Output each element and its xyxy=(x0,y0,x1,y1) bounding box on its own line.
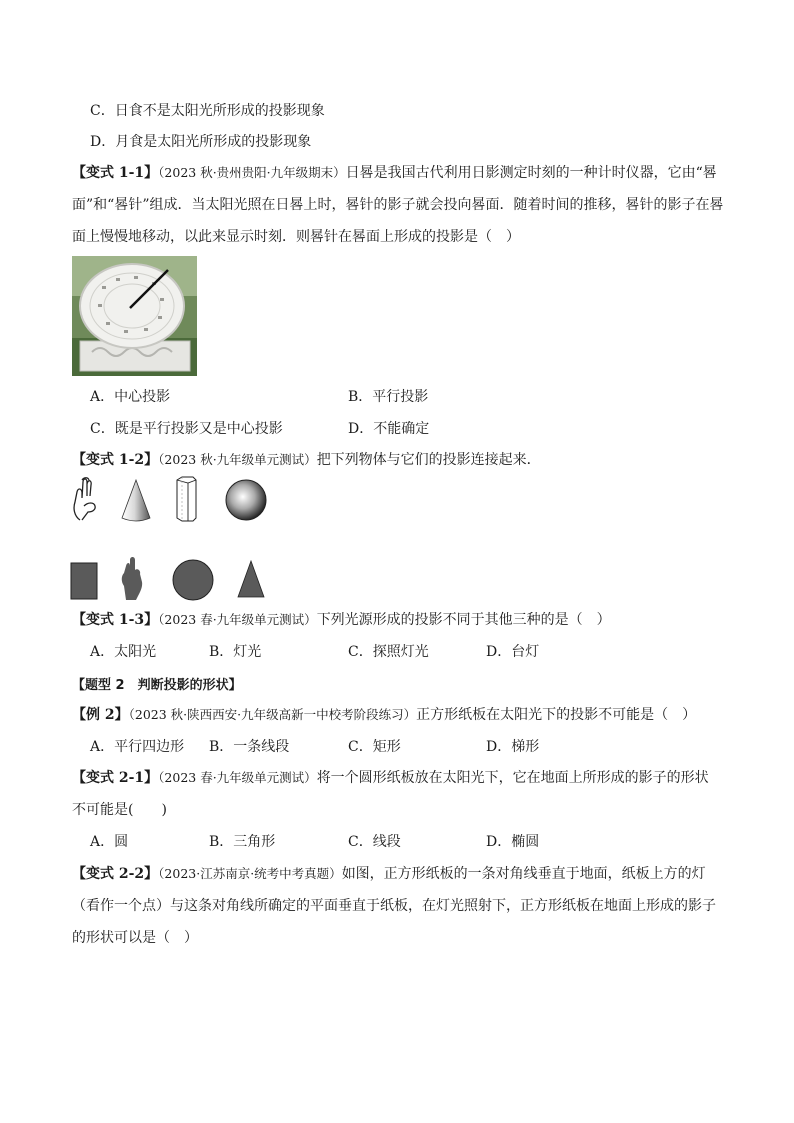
sphere-figure xyxy=(224,478,268,522)
hand-shadow xyxy=(118,556,146,600)
question-text: 把下列物体与它们的投影连接起来． xyxy=(316,452,541,468)
question-v21-line1 xyxy=(72,768,709,788)
question-v12 xyxy=(72,450,541,470)
question-source: （2023 秋·贵州贵阳·九年级期末） xyxy=(158,165,346,180)
cone-figure xyxy=(120,478,152,524)
question-source: （2023 秋·陕西西安·九年级高新一中校考阶段练习） xyxy=(128,707,417,722)
option-c: C．线段 xyxy=(348,834,401,850)
question-tag: 【变式 1-3】 xyxy=(72,612,159,628)
option-d: D．不能确定 xyxy=(348,421,430,437)
question-source: （2023 秋·九年级单元测试） xyxy=(158,452,317,467)
option-c: C．探照灯光 xyxy=(348,644,429,660)
question-tag: 【变式 2-1】 xyxy=(72,770,159,786)
option-a: A．中心投影 xyxy=(90,389,171,405)
question-tag: 【变式 1-1】 xyxy=(72,165,159,181)
option-c: C．既是平行投影又是中心投影 xyxy=(90,421,283,437)
option-d: D．月食是太阳光所形成的投影现象 xyxy=(90,134,312,150)
option-a: A．太阳光 xyxy=(90,644,157,660)
question-source: （2023·江苏南京·统考中考真题） xyxy=(158,866,342,881)
question-v11-line2: 面”和“晷针”组成．当太阳光照在日晷上时，晷针的影子就会投向晷面．随着时间的推移，晷针的影子在晷 xyxy=(72,197,724,213)
section-heading: 【题型 2 判断投影的形状】 xyxy=(72,678,242,693)
option-a: A．圆 xyxy=(90,834,129,850)
rectangle-shadow xyxy=(70,562,98,600)
option-b: B．一条线段 xyxy=(209,739,290,755)
option-d: D．梯形 xyxy=(486,739,540,755)
question-text: 正方形纸板在太阳光下的投影不可能是（ ） xyxy=(416,707,697,723)
question-tag: 【变式 2-2】 xyxy=(72,866,159,882)
question-v11-line1 xyxy=(72,163,717,183)
option-b: B．平行投影 xyxy=(348,389,429,405)
question-v22-line2: （看作一个点）与这条对角线所确定的平面垂直于纸板，在灯光照射下，正方形纸板在地面上形成的影子 xyxy=(72,898,716,914)
option-d: D．椭圆 xyxy=(486,834,540,850)
question-tag: 【变式 1-2】 xyxy=(72,452,159,468)
question-source: （2023 春·九年级单元测试） xyxy=(158,612,317,627)
option-a: A．平行四边形 xyxy=(90,739,185,755)
question-text: 下列光源形成的投影不同于其他三种的是（ ） xyxy=(316,612,611,628)
question-v22-line3: 的形状可以是（ ） xyxy=(72,930,198,946)
question-text: 如图，正方形纸板的一条对角线垂直于地面，纸板上方的灯 xyxy=(341,866,706,882)
option-b: B．灯光 xyxy=(209,644,262,660)
option-c: C．日食不是太阳光所形成的投影现象 xyxy=(90,103,325,119)
question-v13 xyxy=(72,610,611,630)
question-v22-line1 xyxy=(72,864,706,884)
hexagonal-prism-figure xyxy=(172,476,198,522)
question-text: 将一个圆形纸板放在太阳光下，它在地面上所形成的影子的形状 xyxy=(316,770,709,786)
question-text: 日晷是我国古代利用日影测定时刻的一种计时仪器，它由“晷 xyxy=(345,165,717,181)
option-d: D．台灯 xyxy=(486,644,540,660)
question-source: （2023 春·九年级单元测试） xyxy=(158,770,317,785)
question-tag: 【例 2】 xyxy=(72,707,129,723)
question-v11-line3: 面上慢慢地移动，以此来显示时刻．则晷针在晷面上形成的投影是（ ） xyxy=(72,229,520,245)
sundial-photo xyxy=(72,256,197,376)
triangle-shadow xyxy=(236,560,266,598)
hand-gesture-figure xyxy=(70,476,100,522)
option-b: B．三角形 xyxy=(209,834,276,850)
circle-shadow xyxy=(172,559,214,601)
option-c: C．矩形 xyxy=(348,739,401,755)
question-v21-line2: 不可能是( ) xyxy=(72,802,167,818)
question-e2 xyxy=(72,705,696,725)
